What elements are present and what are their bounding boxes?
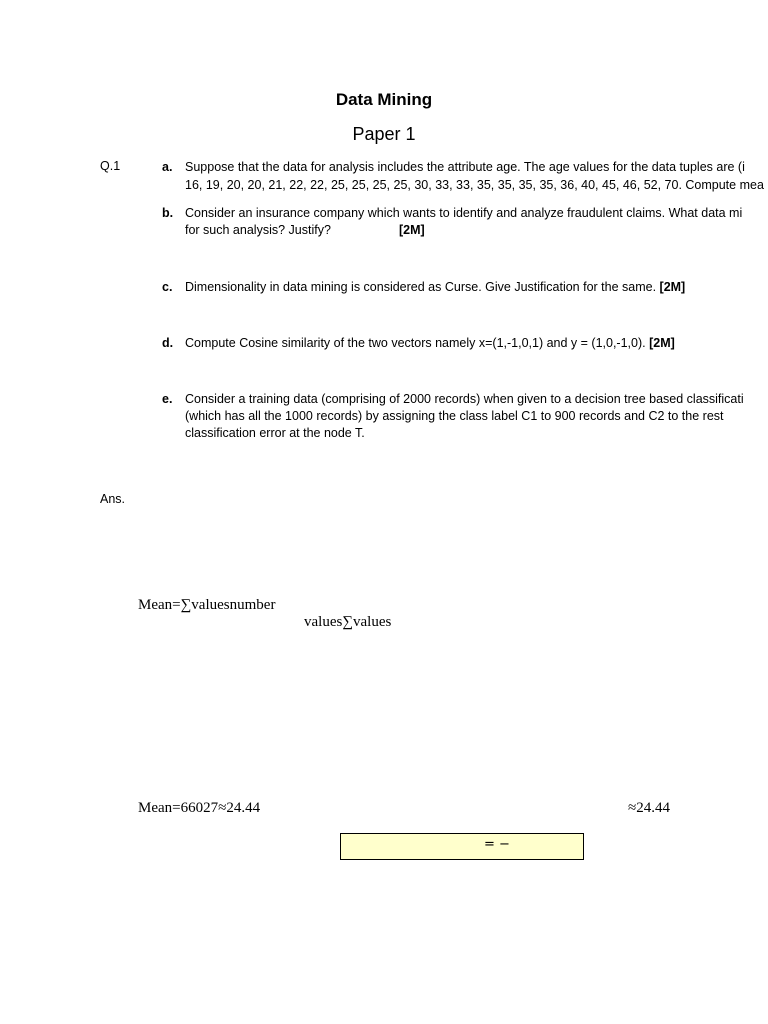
- item-text-line: Consider a training data (comprising of 2000 records) when given to a decision tree based classificati: [185, 392, 744, 406]
- page-title: Data Mining: [335, 90, 433, 109]
- item-letter: b.: [162, 206, 174, 220]
- item-letter: a.: [162, 160, 173, 174]
- item-letter: c.: [162, 280, 173, 294]
- item-text-line: Consider an insurance company which wants to identify and analyze fraudulent claims. What data mi: [185, 206, 743, 220]
- item-text-line: [185, 279, 685, 296]
- formula-fragment: values∑values: [304, 614, 392, 630]
- marks-label: [2M]: [659, 280, 686, 294]
- mean-result-fragment: ≈24.44: [628, 800, 670, 816]
- answer-label: Ans.: [100, 492, 126, 506]
- marks-label: [2M]: [399, 223, 425, 237]
- item-letter: e.: [162, 392, 173, 406]
- item-text-line: classification error at the node T.: [185, 426, 365, 440]
- item-text-line: (which has all the 1000 records) by assigning the class label C1 to 900 records and C2 to the rest: [185, 409, 724, 423]
- item-letter: d.: [162, 336, 174, 350]
- item-text-line: 16, 19, 20, 20, 21, 22, 22, 25, 25, 25, 25, 30, 33, 33, 35, 35, 35, 35, 36, 40, 45, 46, 52, 70. Compute mea: [185, 178, 764, 192]
- item-text-line: Suppose that the data for analysis includes the attribute age. The age values for the data tuples are (i: [185, 160, 745, 174]
- page-subtitle: Paper 1: [352, 124, 416, 144]
- answer-box-text: = −: [484, 837, 510, 852]
- answer-box: [340, 833, 584, 860]
- item-text: Compute Cosine similarity of the two vectors namely x=(1,-1,0,1) and y = (1,0,-1,0).: [185, 336, 646, 350]
- question-number: Q.1: [100, 159, 121, 173]
- item-text-line: [185, 335, 675, 352]
- marks-label: [2M]: [649, 336, 675, 350]
- mean-formula: Mean=∑valuesnumber: [138, 597, 276, 613]
- item-text-line: for such analysis? Justify?: [185, 223, 331, 237]
- mean-result: Mean=66027≈24.44: [138, 800, 261, 816]
- item-text: Dimensionality in data mining is considered as Curse. Give Justification for the same.: [185, 280, 657, 294]
